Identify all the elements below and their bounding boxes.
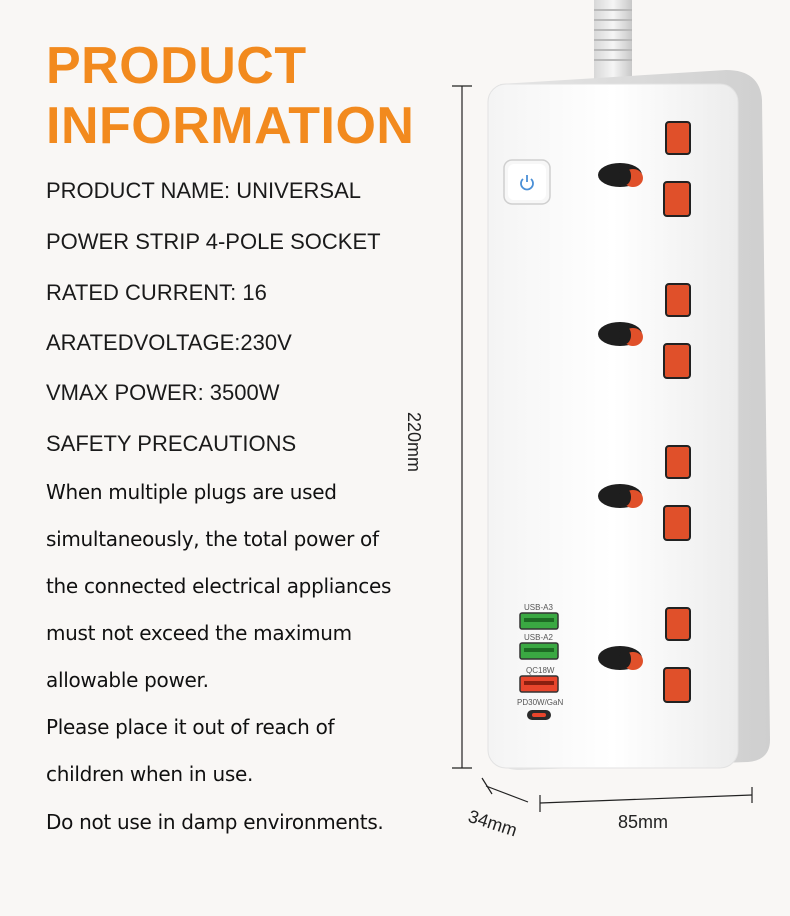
- usb-a3-label: USB-A3: [524, 603, 553, 612]
- width-label: 85mm: [618, 812, 669, 832]
- title-line-1: PRODUCT: [46, 37, 307, 95]
- note-line: must not exceed the maximum: [46, 621, 352, 645]
- note-line: When multiple plugs are used: [46, 480, 337, 504]
- depth-label: 34mm: [465, 806, 520, 841]
- note-line: children when in use.: [46, 762, 254, 786]
- note-line: the connected electrical appliances: [46, 574, 392, 598]
- note-line: allowable power.: [46, 668, 209, 692]
- note-line: Please place it out of reach of: [46, 715, 335, 739]
- spec-rated-voltage: ARATEDVOLTAGE:230V: [46, 330, 292, 355]
- spec-rated-current: RATED CURRENT: 16: [46, 280, 267, 305]
- title-line-2: INFORMATION: [46, 97, 415, 155]
- note-line: simultaneously, the total power of: [46, 527, 379, 551]
- spec-product-name-cont: POWER STRIP 4-POLE SOCKET: [46, 229, 381, 254]
- power-cable: [594, 0, 632, 80]
- pd-label: PD30W/GaN: [517, 698, 564, 707]
- height-label: 220mm: [404, 412, 424, 473]
- depth-dimension: [482, 778, 528, 802]
- qc-label: QC18W: [526, 666, 555, 675]
- height-dimension: [452, 86, 472, 768]
- width-dimension: [540, 787, 752, 812]
- note-line: Do not use in damp environments.: [46, 810, 384, 834]
- safety-heading: SAFETY PRECAUTIONS: [46, 431, 297, 456]
- spec-max-power: VMAX POWER: 3500W: [46, 380, 280, 405]
- power-button: [504, 160, 550, 204]
- spec-product-name: PRODUCT NAME: UNIVERSAL: [46, 178, 361, 203]
- usb-a2-label: USB-A2: [524, 633, 553, 642]
